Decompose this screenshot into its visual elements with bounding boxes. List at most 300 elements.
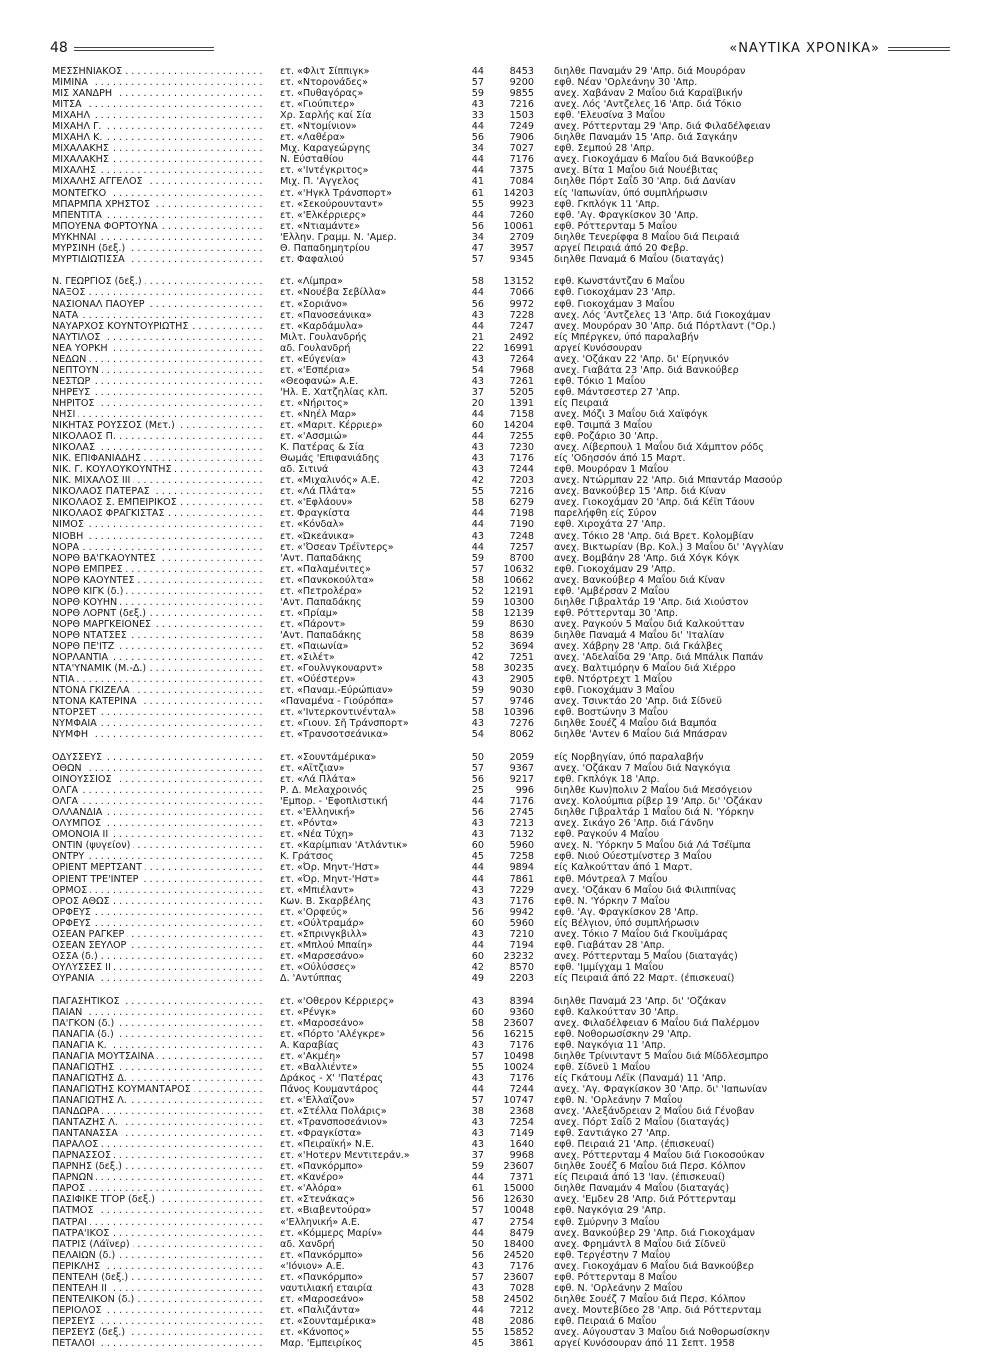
ship-name: ΟΣΕΑΝ ΣΕΥΛΟΡ: [52, 940, 129, 951]
ship-name: ΜΙΧΑΛΑΚΗΣ: [52, 143, 112, 154]
build-year: 44: [471, 209, 484, 221]
ship-name: ΠΑΤΡΑΙ: [52, 1217, 90, 1228]
table-row: [52, 962, 972, 973]
table-row: [52, 1062, 972, 1073]
ship-name: ΝΙΚΟΛΑΟΣ ΦΡΑΓΚΙΣΤΑΣ: [52, 508, 168, 519]
tonnage: 7261: [509, 375, 534, 387]
build-year: 57: [471, 1050, 484, 1062]
ship-name: ΠΑΙΑΝ: [52, 1007, 85, 1018]
build-year: 44: [471, 541, 484, 553]
ship-name: ΜΙΧΑΛΑΚΗΣ: [52, 154, 112, 165]
ship-name: ΠΑΡΑΛΟΣ: [52, 1139, 101, 1150]
build-year: 43: [471, 928, 484, 940]
page-header: [50, 40, 950, 60]
ship-name: ΝΕΑ ΥΟΡΚΗ: [52, 343, 111, 354]
owner-name: ετ. «Καρίμπιαν 'Ατλάντικ»: [280, 840, 408, 852]
owner-name: ετ. «Σιλέτ»: [280, 652, 335, 664]
tonnage: 16215: [503, 1028, 534, 1040]
table-row: [52, 1106, 972, 1117]
tonnage: 7028: [509, 1282, 534, 1294]
ship-name: ΝΟΡΘ ΕΜΠΡΕΣ: [52, 564, 126, 575]
movement-note: εφθ. 'Αγ. Φραγκίσκον 30 'Απρ.: [554, 209, 699, 221]
build-year: 56: [471, 906, 484, 918]
ship-name: ΟΣΕΑΝ ΡΑΓΚΕΡ: [52, 929, 127, 940]
table-row: [52, 1239, 972, 1250]
movement-note: εφθ. Σίδνεϋ 1 Μαΐου: [554, 1061, 651, 1073]
tonnage: 9972: [509, 298, 534, 310]
movement-note: είς 'Οδησσόν άπό 15 Μαρτ.: [554, 453, 686, 465]
table-row: [52, 176, 972, 187]
table-row: [52, 1205, 972, 1216]
owner-name: ετ. «Αΐτζιαν»: [280, 763, 345, 775]
tonnage: 7249: [509, 121, 534, 133]
owner-name: Μιλτ. Γουλανδρής: [280, 331, 367, 343]
table-row: [52, 1051, 972, 1062]
dot-leader: [52, 409, 266, 420]
table-row: [52, 420, 972, 431]
owner-name: Μαρ. 'Εμπειρίκος: [280, 1338, 363, 1350]
table-row: [52, 121, 972, 132]
movement-note: ανεχ. Μουρόραν 30 'Απρ. διά Πόρτλαντ ("Ορ.): [554, 320, 776, 332]
owner-name: ετ. «Μιχαλινός» Α.Ε.: [280, 475, 380, 487]
build-year: 42: [471, 961, 484, 973]
ship-name: ΝΙΚΗΤΑΣ ΡΟΥΣΣΟΣ (Μετ.): [52, 420, 178, 431]
build-year: 44: [471, 1227, 484, 1239]
owner-name: ετ. «Πανκόρμπο»: [280, 1161, 364, 1173]
ship-name: ΠΑΓΑΣΗΤΙΚΟΣ: [52, 996, 123, 1007]
tonnage: 7216: [509, 486, 534, 498]
ship-name: ΝΟΡΛΑΝΤΙΑ: [52, 652, 111, 663]
movement-note: ανεχ. Μόζι 3 Μαΐου διά Χαϊφόγκ: [554, 409, 708, 420]
movement-note: εφθ. Ν. 'Ορλεάνην 2 Μαΐου: [554, 1282, 683, 1294]
table-row: [52, 531, 972, 542]
ship-name: ΠΕΝΤΕΛΗ ΙΙ: [52, 1283, 110, 1294]
table-row: [52, 885, 972, 896]
owner-name: ετ. «Μαρσεσάνο»: [280, 950, 365, 962]
ship-movements-table: [52, 66, 972, 1361]
movement-note: ανεχ. 'Οζάκαν 22 'Απρ. δι' Είρηνικόν: [554, 353, 729, 365]
movement-note: εφθ. Ρόττερνταμ 30 'Απρ.: [554, 607, 678, 619]
table-row: [52, 475, 972, 486]
table-row: [52, 1117, 972, 1128]
tonnage: 7260: [509, 209, 534, 221]
table-row: [52, 1084, 972, 1095]
ship-name: ΝΤΟΝΑ ΚΑΤΕΡΙΝΑ: [52, 696, 140, 707]
build-year: 58: [471, 663, 484, 675]
owner-name: ετ. «Στέλλα Πολάρις»: [280, 1106, 387, 1118]
ship-name: ΟΔΥΣΣΕΥΣ: [52, 752, 105, 763]
ship-name: ΠΕΝΤΕΛΙΚΟΝ (δ.): [52, 1294, 137, 1305]
ship-name: ΠΑΡΟΣ: [52, 1183, 88, 1194]
build-year: 42: [471, 652, 484, 664]
ship-group: [52, 66, 972, 265]
owner-name: ετ. «Βιαβεντούρα»: [280, 1205, 372, 1217]
owner-name: Χρ. Σαρλής καί Σία: [280, 110, 372, 122]
movement-note: εφθ. Νοθορωσίσκην 29 'Απρ.: [554, 1028, 692, 1040]
owner-name: ετ. «Πανοσεάνικα»: [280, 309, 372, 321]
ship-name: ΝΙΚ. ΕΠΙΦΑΝΙΑΔΗΣ: [52, 453, 144, 464]
ship-name: ΟΜΟΝΟΙΑ ΙΙ: [52, 829, 111, 840]
ship-name: ΠΑΝΑΓΙΑ Κ.: [52, 1040, 110, 1051]
tonnage: 5960: [509, 917, 534, 929]
owner-name: ετ. «Νουέβα Σεβίλλα»: [280, 287, 387, 299]
build-year: 44: [471, 121, 484, 133]
owner-name: ετ. «'Ηοτερν Μεντιτεράν.»: [280, 1150, 410, 1162]
movement-note: εφθ. Γιοκοχάμαν 3 Μαΐου: [554, 298, 675, 310]
tonnage: 7176: [509, 154, 534, 166]
tonnage: 9746: [509, 696, 534, 708]
ship-name: ΠΕΤΑΛΟΙ: [52, 1338, 98, 1349]
tonnage: 10061: [503, 220, 534, 232]
movement-note: διηλθε Γιβραλτάρ 1 Μαΐου διά Ν. 'Υόρκην: [554, 807, 754, 819]
owner-name: ετ. «Κανέρο»: [280, 1172, 344, 1184]
build-year: 52: [471, 585, 484, 597]
movement-note: εφθ. Χιροχάτα 27 'Απρ.: [554, 519, 666, 531]
ship-name: ΜΥΡΣΙΝΗ (δεξ.): [52, 243, 128, 254]
build-year: 43: [471, 353, 484, 365]
owner-name: ετ. «Πυθαγόρας»: [280, 88, 364, 100]
tonnage: 7176: [509, 1260, 534, 1272]
tonnage: 7255: [509, 431, 534, 443]
ship-name: ΝΤΑ'ΥΝΑΜΙΚ (Μ.-Δ.): [52, 663, 149, 674]
build-year: 60: [471, 950, 484, 962]
build-year: 44: [471, 66, 484, 77]
tonnage: 7229: [509, 884, 534, 896]
tonnage: 14203: [503, 187, 534, 199]
movement-note: διηλθε Παναμά 6 Μαΐου (διαταγάς): [554, 253, 724, 265]
table-row: [52, 1272, 972, 1283]
movement-note: ανεχ. 'Οζάκαν 6 Μαΐου διά Φιλιππίνας: [554, 884, 737, 896]
ship-name: ΠΕΡΙΟΛΟΣ: [52, 1305, 105, 1316]
build-year: 43: [471, 530, 484, 542]
owner-name: 'Αντ. Παπαδάκης: [280, 629, 362, 641]
build-year: 56: [471, 1194, 484, 1206]
ship-name: ΝΙΚΟΛΑΟΣ Σ. ΕΜΠΕΙΡΙΚΟΣ: [52, 497, 180, 508]
build-year: 55: [471, 1326, 484, 1338]
movement-note: διηλθε Παναμάν 4 Μαΐου (διαταγάς): [554, 1183, 730, 1195]
owner-name: ετ. «Στενάκας»: [280, 1194, 356, 1206]
movement-note: ανεχ. Γιοκοχάμαν 20 'Απρ. διά Κέϊπ Τάουν: [554, 497, 755, 509]
build-year: 43: [471, 1260, 484, 1272]
tonnage: 13152: [503, 276, 534, 288]
build-year: 50: [471, 752, 484, 763]
tonnage: 7176: [509, 1072, 534, 1084]
table-row: [52, 464, 972, 475]
tonnage: 5205: [509, 386, 534, 398]
movement-note: διηλθε Σουέζ 4 Μαΐου διά Βαμπόα: [554, 718, 717, 730]
table-row: [52, 542, 972, 553]
build-year: 44: [471, 409, 484, 420]
movement-note: διηλθε Κων)πολιν 2 Μαΐου διά Μεσόγειον: [554, 785, 753, 797]
table-row: [52, 851, 972, 862]
movement-note: είς Βέλγιον, ύπό συμπλήρωσιν: [554, 917, 700, 929]
tonnage: 9968: [509, 1150, 534, 1162]
owner-name: ετ. «Σεκούρουνταντ»: [280, 198, 384, 210]
table-row: [52, 575, 972, 586]
tonnage: 7066: [509, 287, 534, 299]
table-row: [52, 1150, 972, 1161]
movement-note: εφθ. Γιοκοχάμαν 23 'Απρ.: [554, 287, 676, 299]
owner-name: ετ. «'Ιντερκοντινένταλ»: [280, 707, 397, 719]
build-year: 57: [471, 1271, 484, 1283]
owner-name: ετ. «Πόρτο 'Αλέγκρε»: [280, 1028, 386, 1040]
ship-name: ΝΑΞΟΣ: [52, 287, 88, 298]
tonnage: 2368: [509, 1106, 534, 1118]
movement-note: αργεί Κυνόσουραν άπό 11 Σεπτ. 1958: [554, 1338, 735, 1350]
table-row: [52, 674, 972, 685]
table-row: [52, 1338, 972, 1349]
owner-name: ετ. «Ντορονάδες»: [280, 77, 368, 89]
build-year: 59: [471, 618, 484, 630]
owner-name: 'Αντ. Παπαδάκης: [280, 596, 362, 608]
ship-name: ΟΛΥΜΠΟΣ: [52, 818, 104, 829]
owner-name: Μιχ. Καραγεώργης: [280, 143, 371, 155]
movement-note: ανεχ. Τόκιο 28 'Απρ. διά Βρετ. Κολομβίαν: [554, 530, 754, 542]
owner-name: ετ. «Πετρολέρα»: [280, 585, 363, 597]
ship-name: ΝΥΜΦΗ: [52, 729, 91, 740]
ship-name: ΟΘΩΝ: [52, 763, 85, 774]
owner-name: 'Ηλ. Ε. Χατζηλίας κλπ.: [280, 386, 388, 398]
table-row: [52, 199, 972, 210]
movement-note: εφθ. Ναγκόγια 29 'Απρ.: [554, 1205, 666, 1217]
build-year: 59: [471, 88, 484, 100]
owner-name: «Θεοφανώ» Α.Ε.: [280, 375, 359, 387]
movement-note: διηλθε Γιβραλτάρ 19 'Απρ. διά Χιούστον: [554, 596, 749, 608]
owner-name: ετ. «'Ηγκλ Τράνσπορτ»: [280, 187, 392, 199]
owner-name: ετ. «'Αλόρα»: [280, 1183, 342, 1195]
table-row: [52, 1228, 972, 1239]
movement-note: εφθ. 'Ιμμίγχαμ 1 Μαΐου: [554, 961, 664, 973]
movement-note: εφθ. Ν. 'Υόρκην 7 Μαΐου: [554, 895, 670, 907]
movement-note: εφθ. Μόντρεαλ 7 Μαΐου: [554, 873, 668, 885]
tonnage: 8479: [509, 1227, 534, 1239]
table-row: [52, 188, 972, 199]
movement-note: ανεχ. Ρόττερνταμ 29 'Απρ. διά Φιλαδέλφειαν: [554, 121, 771, 133]
tonnage: 7176: [509, 895, 534, 907]
build-year: 56: [471, 774, 484, 786]
table-row: [52, 398, 972, 409]
owner-name: ετ. «Παιωνία»: [280, 640, 349, 652]
tonnage: 7149: [509, 1128, 534, 1140]
tonnage: 7194: [509, 939, 534, 951]
dot-leader: [52, 785, 266, 796]
movement-note: ανεχ. Τόκιο 7 Μαΐου διά Γκουϊμάρας: [554, 928, 729, 940]
build-year: 43: [471, 442, 484, 454]
tonnage: 8570: [509, 961, 534, 973]
ship-name: ΠΕΛΑΙΩΝ (δ.): [52, 1250, 118, 1261]
ship-name: ΟΣΣΑ (δ.): [52, 951, 101, 962]
ship-name: ΝΕΠΤΟΥΝ: [52, 365, 102, 376]
table-row: [52, 996, 972, 1007]
ship-name: ΟΝΤΙΝ (ψυγείον): [52, 840, 133, 851]
movement-note: αργεί Πειραιά άπό 20 Φεβρ.: [554, 242, 689, 254]
owner-name: ετ. «'Ακμέη»: [280, 1050, 342, 1062]
table-row: [52, 663, 972, 674]
ship-name: ΝΥΜΦΑΙΑ: [52, 718, 100, 729]
movement-note: είς Καλκούτταν άπό 1 Μαρτ.: [554, 862, 693, 874]
tonnage: 18400: [503, 1238, 534, 1250]
movement-note: εφθ. Γιοκοχάμαν 3 Μαΐου: [554, 685, 675, 697]
build-year: 43: [471, 99, 484, 111]
table-row: [52, 387, 972, 398]
table-row: [52, 796, 972, 807]
build-year: 44: [471, 287, 484, 299]
owner-name: ετ. «Ρένγκ»: [280, 1006, 337, 1018]
movement-note: ανεχ. Λίβερπουλ 1 Μαΐου διά Χάμπτον ρόδς: [554, 442, 764, 454]
ship-name: ΝΟΡΘ ΜΑΡΓΚΕΙΟΝΕΣ: [52, 619, 154, 630]
owner-name: ετ. «Ντομίνιον»: [280, 121, 357, 133]
ship-name: ΠΑΝΑΓΙΑ ΜΟΥΤΣΑΙΝΑ: [52, 1051, 157, 1062]
movement-note: εφθ. Τόκιο 1 Μαΐου: [554, 375, 646, 387]
table-row: [52, 896, 972, 907]
table-row: [52, 1194, 972, 1205]
tonnage: 7254: [509, 1117, 534, 1129]
movement-note: διηλθε Σουέζ 6 Μαΐου διά Περσ. Κόλπον: [554, 1161, 746, 1173]
movement-note: ανεχ. Βανκούβερ 15 'Απρ. διά Κίναν: [554, 486, 726, 498]
owner-name: ετ. «Ούλύσσες»: [280, 961, 357, 973]
ship-name: ΟΥΡΑΝΙΑ: [52, 973, 97, 984]
owner-name: ετ. «Ώκεάνικα»: [280, 530, 355, 542]
owner-name: ετ. «Σοριάνο»: [280, 298, 348, 310]
build-year: 58: [471, 1017, 484, 1029]
owner-name: «'Ιόνιον» Α.Ε.: [280, 1260, 345, 1272]
ship-name: ΝΙΚΟΛΑΟΣ Π.: [52, 431, 119, 442]
movement-note: εφθ. Ραγκούν 4 Μαΐου: [554, 829, 660, 841]
owner-name: ετ. «'Ορφεύς»: [280, 906, 348, 918]
table-row: [52, 718, 972, 729]
owner-name: Κ. Πατέρας & Σία: [280, 442, 365, 454]
tonnage: 7257: [509, 541, 534, 553]
ship-name: ΜΥΚΗΝΑΙ: [52, 232, 99, 243]
ship-name: ΝΑΥΤΙΛΟΣ: [52, 332, 103, 343]
build-year: 43: [471, 453, 484, 465]
tonnage: 9923: [509, 198, 534, 210]
movement-note: ανεχ. Βανκούβερ 29 'Απρ. διά Γιοκοχάμαν: [554, 1227, 755, 1239]
build-year: 43: [471, 1072, 484, 1084]
ship-name: ΠΑΝΔΩΡΑ: [52, 1106, 102, 1117]
tonnage: 7244: [509, 464, 534, 476]
build-year: 45: [471, 851, 484, 863]
build-year: 59: [471, 552, 484, 564]
owner-name: 'Αντ. Παπαδάκης: [280, 552, 362, 564]
owner-name: ετ. «Γιουν. Σῆ Τράνσπορτ»: [280, 718, 409, 730]
movement-note: εφθ. Σμύρνην 3 Μαΐου: [554, 1216, 660, 1228]
owner-name: ετ. «'Οθερον Κέρριερς»: [280, 995, 395, 1007]
owner-name: ετ. «Σουντάμέρικα»: [280, 752, 377, 763]
ship-name: Ν. ΓΕΩΡΓΙΟΣ (δεξ.): [52, 276, 145, 287]
table-row: [52, 276, 972, 287]
tonnage: 2059: [509, 752, 534, 763]
tonnage: 7158: [509, 409, 534, 420]
movement-note: ανεχ. Βαλτιμόρην 6 Μαΐου διά Χιέρρο: [554, 663, 736, 675]
build-year: 59: [471, 685, 484, 697]
tonnage: 23607: [503, 1271, 534, 1283]
ship-name: ΝΤΟΡΣΕΤ: [52, 707, 99, 718]
build-year: 57: [471, 77, 484, 89]
owner-name: αδ. Γουλανδρή: [280, 342, 351, 354]
tonnage: 3861: [509, 1338, 534, 1350]
table-row: [52, 1139, 972, 1150]
build-year: 43: [471, 1139, 484, 1151]
ship-name: ΝΟΡΘ ΝΤΑΤΣΕΣ: [52, 630, 130, 641]
tonnage: 7251: [509, 652, 534, 664]
owner-name: Ρ. Δ. Μελαχροινός: [280, 785, 368, 797]
ship-name: ΜΕΣΣΗΝΙΑΚΟΣ: [52, 66, 125, 77]
ship-name: ΝΙΜΟΣ: [52, 519, 87, 530]
build-year: 41: [471, 176, 484, 188]
movement-note: ανεχ. Γιοκοχάμαν 6 Μαΐου διά Βανκούβερ: [554, 154, 754, 166]
ship-name: ΠΑΝΑΓΙΩΤΗΣ Λ.: [52, 1095, 130, 1106]
ship-name: ΜΥΡΤΙΔΙΩΤΙΣΣΑ: [52, 254, 128, 265]
ship-name: ΝΙΟΒΗ: [52, 531, 86, 542]
table-row: [52, 685, 972, 696]
ship-name: ΜΙΧΑΗΛ Κ.: [52, 132, 105, 143]
table-row: [52, 951, 972, 962]
owner-name: ετ. «Μπιέλαντ»: [280, 884, 355, 896]
tonnage: 7861: [509, 873, 534, 885]
owner-name: ετ. «Μαροσεάνο»: [280, 1017, 365, 1029]
build-year: 60: [471, 917, 484, 929]
tonnage: 23232: [503, 950, 534, 962]
ship-group: [52, 996, 972, 1350]
build-year: 44: [471, 862, 484, 874]
tonnage: 12630: [503, 1194, 534, 1206]
owner-name: αδ. Σιτινά: [280, 464, 329, 476]
build-year: 49: [471, 972, 484, 984]
ship-name: ΜΙΣ ΧΑΝΔΡΗ: [52, 88, 115, 99]
movement-note: είς Νορβηγίαν, ύπό παραλαβήν: [554, 752, 704, 763]
build-year: 56: [471, 298, 484, 310]
ship-group: [52, 752, 972, 984]
tonnage: 12191: [503, 585, 534, 597]
build-year: 58: [471, 629, 484, 641]
table-row: [52, 486, 972, 497]
build-year: 43: [471, 464, 484, 476]
movement-note: εφθ. Μουρόραν 1 Μαΐου: [554, 464, 669, 476]
ship-name: ΝΗΡΕΥΣ: [52, 387, 93, 398]
build-year: 44: [471, 519, 484, 531]
build-year: 57: [471, 696, 484, 708]
movement-note: ανεχ. Λός 'Αντζελες 13 'Απρ. διά Γιοκοχάμαν: [554, 309, 771, 321]
ship-name: ΟΛΛΑΝΔΙΑ: [52, 807, 105, 818]
build-year: 48: [471, 1315, 484, 1327]
owner-name: ετ. «Πανκόρμπο»: [280, 1271, 364, 1283]
build-year: 43: [471, 818, 484, 830]
owner-name: ετ. «Πανκοκούλτα»: [280, 574, 375, 586]
tonnage: 8700: [509, 552, 534, 564]
ship-name: ΠΑΝΑΓΙΩΤΗΣ Δ.: [52, 1073, 130, 1084]
build-year: 57: [471, 253, 484, 265]
movement-note: ανεχ. Βίτα 1 Μαΐου διά Νουέβιτας: [554, 165, 719, 177]
ship-name: ΠΑΡΝΑΣΣΟΣ: [52, 1150, 114, 1161]
table-row: [52, 453, 972, 464]
movement-note: εφθ. 'Αμβέρσαν 2 Μαΐου: [554, 585, 670, 597]
movement-note: ανεχ. 'Αγ. Φραγκίσκον 30 'Απρ. δι' 'Ιαπωνίαν: [554, 1083, 768, 1095]
movement-note: είς Γκάτουμ Λέϊκ (Παναμά) 11 'Απρ.: [554, 1072, 727, 1084]
movement-note: ανεχ. Βανκούβερ 4 Μαΐου διά Κίναν: [554, 574, 725, 586]
movement-note: ανεχ. Ρόττερνταμ 4 Μαΐου διά Γιοκοσούκαν: [554, 1150, 765, 1162]
build-year: 43: [471, 309, 484, 321]
tonnage: 9855: [509, 88, 534, 100]
build-year: 58: [471, 707, 484, 719]
tonnage: 8639: [509, 629, 534, 641]
table-row: [52, 807, 972, 818]
ship-name: ΝΙΚ. Γ. ΚΟΥΛΟΥΚΟΥΝΤΗΣ: [52, 464, 175, 475]
build-year: 58: [471, 1293, 484, 1305]
build-year: 44: [471, 1083, 484, 1095]
ship-name: ΟΛΓΑ: [52, 796, 81, 807]
owner-name: ετ. «Σπρινγκβιλλ»: [280, 928, 368, 940]
